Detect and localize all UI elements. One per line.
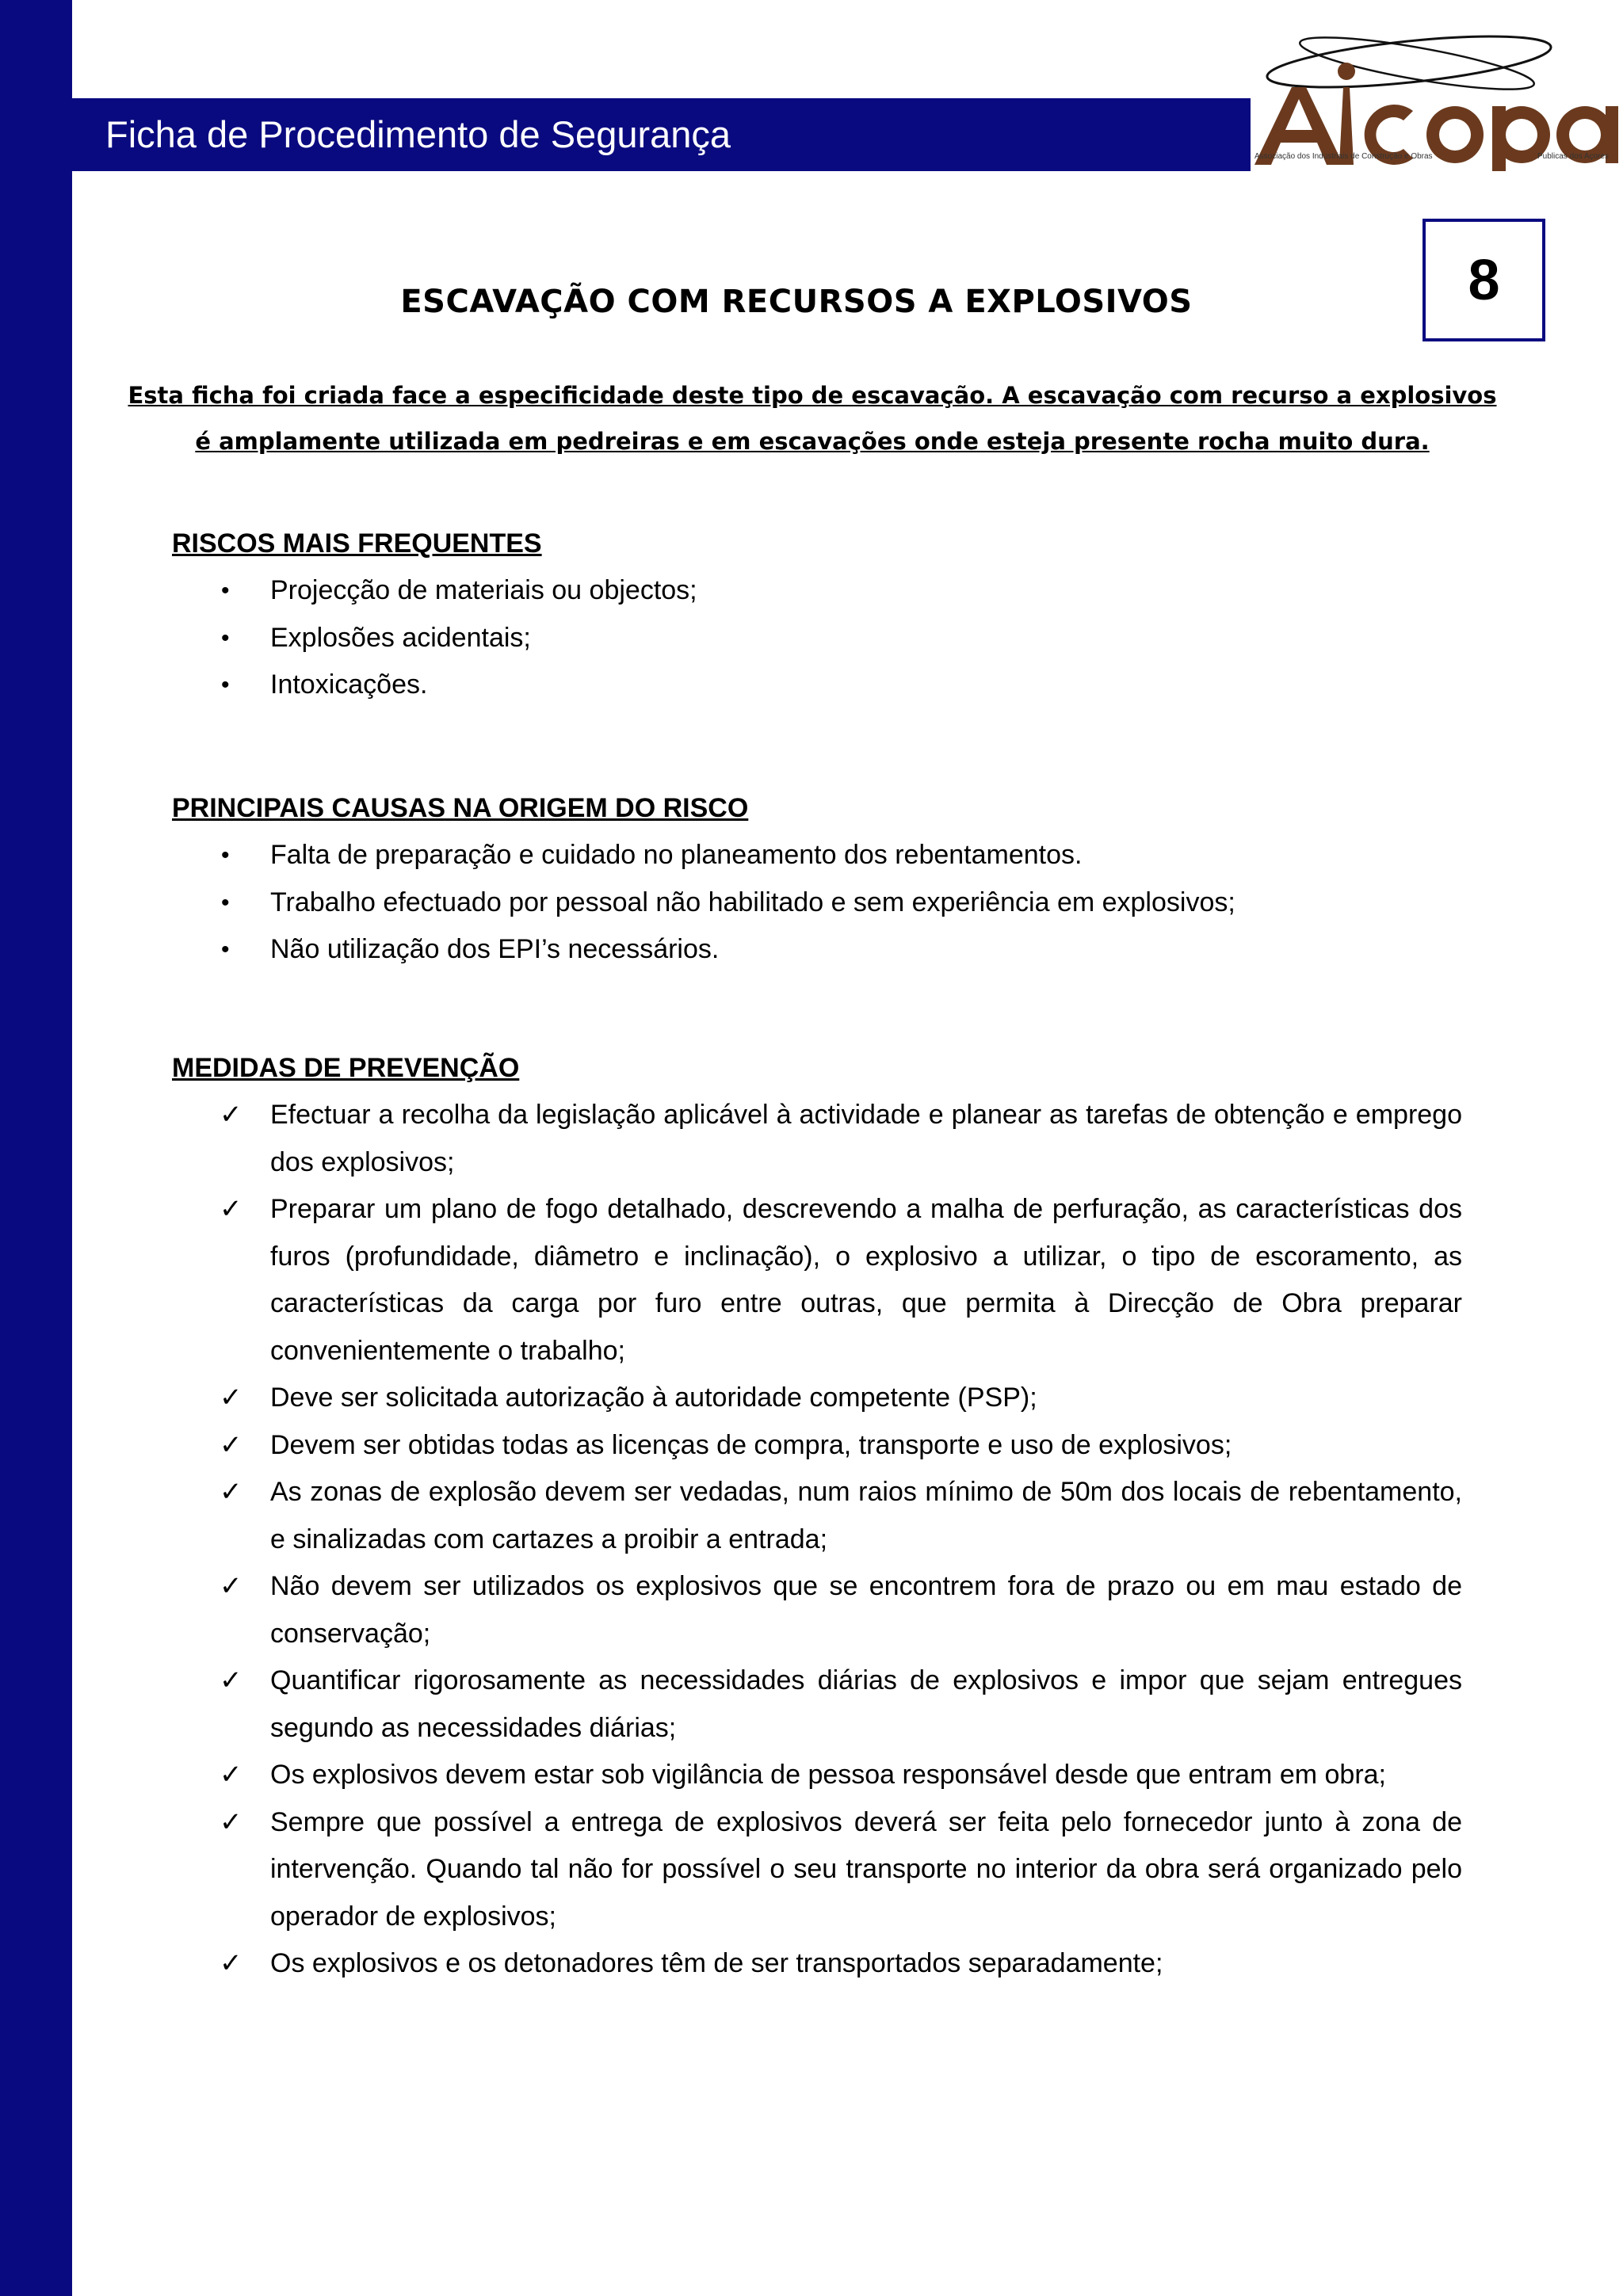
bullet-icon: •: [221, 624, 230, 651]
list-item-text: Explosões acidentais;: [270, 622, 531, 653]
section-heading: RISCOS MAIS FREQUENTES: [172, 528, 542, 559]
list-item-text: Intoxicações.: [270, 669, 428, 700]
list-item-text: Não utilização dos EPI’s necessários.: [270, 934, 720, 964]
checkmark-icon: ✓: [220, 1100, 242, 1130]
list-item: [172, 1563, 1462, 1657]
list-item-text: Quantificar rigorosamente as necessidades diárias de explosivos e impor que sejam entregues segundo as necessidades diárias;: [270, 1665, 1462, 1743]
section-risks: [172, 520, 1462, 709]
list-item: [172, 1186, 1462, 1375]
list-item-text: Devem ser obtidas todas as licenças de compra, transporte e uso de explosivos;: [270, 1429, 1232, 1460]
list-item-text: Falta de preparação e cuidado no planeamento dos rebentamentos.: [270, 840, 1083, 870]
section-causes: [172, 784, 1462, 974]
list-item-text: Trabalho efectuado por pessoal não habilitado e sem experiência em explosivos;: [270, 887, 1235, 917]
list-item: [172, 832, 1462, 879]
page-title: ESCAVAÇÃO COM RECURSOS A EXPLOSIVOS: [400, 284, 1193, 320]
section-heading: MEDIDAS DE PREVENÇÃO: [172, 1053, 520, 1083]
bullet-icon: •: [221, 672, 230, 698]
list-item: [172, 1469, 1462, 1563]
checkmark-icon: ✓: [220, 1571, 242, 1601]
checkmark-icon: ✓: [220, 1806, 242, 1837]
list-item-text: Os explosivos e os detonadores têm de ser transportados separadamente;: [270, 1948, 1163, 1978]
list-item-text: Deve ser solicitada autorização à autoridade competente (PSP);: [270, 1383, 1037, 1413]
list-item-text: Os explosivos devem estar sob vigilância de pessoa responsável desde que entram em obra;: [270, 1760, 1386, 1790]
left-accent-bar: [0, 0, 72, 2296]
checkmark-icon: ✓: [220, 1429, 242, 1460]
checkmark-icon: ✓: [220, 1383, 242, 1413]
list-item: [172, 615, 1462, 662]
list-item: [172, 1799, 1462, 1941]
risk-list: [172, 567, 1462, 709]
list-item: [172, 926, 1462, 974]
list-item-text: Preparar um plano de fogo detalhado, descrevendo a malha de perfuração, as características dos furos (profundidade, diâmetro e inclinação), o explosivo a utilizar, o tipo de escoramento, as características da carga por furo entre outras, que permita à Direcção de Obra preparar convenientemente o trabalho;: [270, 1194, 1462, 1366]
prevention-list: [172, 1092, 1462, 1988]
section-heading: PRINCIPAIS CAUSAS NA ORIGEM DO RISCO: [172, 793, 749, 823]
list-item-text: As zonas de explosão devem ser vedadas, num raios mínimo de 50m dos locais de rebentamento, e sinalizadas com cartazes a proibir a entrada;: [270, 1477, 1462, 1554]
intro-paragraph: Esta ficha foi criada face a especificidade deste tipo de escavação. A escavação com recurso a explosivos é amplamente utilizada em pedreiras e em escavações onde esteja presente rocha muito dura.: [128, 382, 1497, 455]
aicopa-logo-graphic: [1251, 24, 1623, 171]
bullet-icon: •: [221, 889, 230, 916]
list-item-text: Sempre que possível a entrega de explosivos deverá ser feita pelo fornecedor junto à zona de intervenção. Quando tal não for possível o seu transporte no interior da obra será organizado pelo operador de explosivos;: [270, 1806, 1462, 1932]
list-item: [172, 662, 1462, 709]
sheet-number: 8: [1423, 219, 1545, 341]
checkmark-icon: ✓: [220, 1194, 242, 1224]
list-item: [172, 1752, 1462, 1799]
bullet-icon: •: [221, 936, 230, 963]
bullet-icon: •: [221, 578, 230, 604]
list-item: [172, 567, 1462, 615]
list-item: [172, 1657, 1462, 1752]
header-title: Ficha de Procedimento de Segurança: [105, 113, 731, 155]
list-item: [172, 879, 1462, 927]
bullet-icon: •: [221, 842, 230, 868]
list-item-text: Não devem ser utilizados os explosivos que se encontrem fora de prazo ou em mau estado de conservação;: [270, 1571, 1462, 1649]
section-prevention: [172, 1044, 1462, 1988]
list-item-text: Projecção de materiais ou objectos;: [270, 575, 697, 605]
list-item-text: Efectuar a recolha da legislação aplicável à actividade e planear as tarefas de obtenção e emprego dos explosivos;: [270, 1100, 1462, 1177]
checkmark-icon: ✓: [220, 1760, 242, 1790]
causes-list: [172, 832, 1462, 974]
aicopa-logo: [1251, 24, 1623, 171]
checkmark-icon: ✓: [220, 1665, 242, 1695]
svg-text:Publicas dos Açores: Publicas dos Açores: [1537, 152, 1610, 161]
checkmark-icon: ✓: [220, 1948, 242, 1978]
list-item: [172, 1422, 1462, 1470]
svg-text:Associação dos Industriais de: Associação dos Industriais de Construção e Obras: [1254, 152, 1433, 161]
list-item: [172, 1940, 1462, 1988]
checkmark-icon: ✓: [220, 1477, 242, 1507]
list-item: [172, 1092, 1462, 1186]
list-item: [172, 1375, 1462, 1422]
